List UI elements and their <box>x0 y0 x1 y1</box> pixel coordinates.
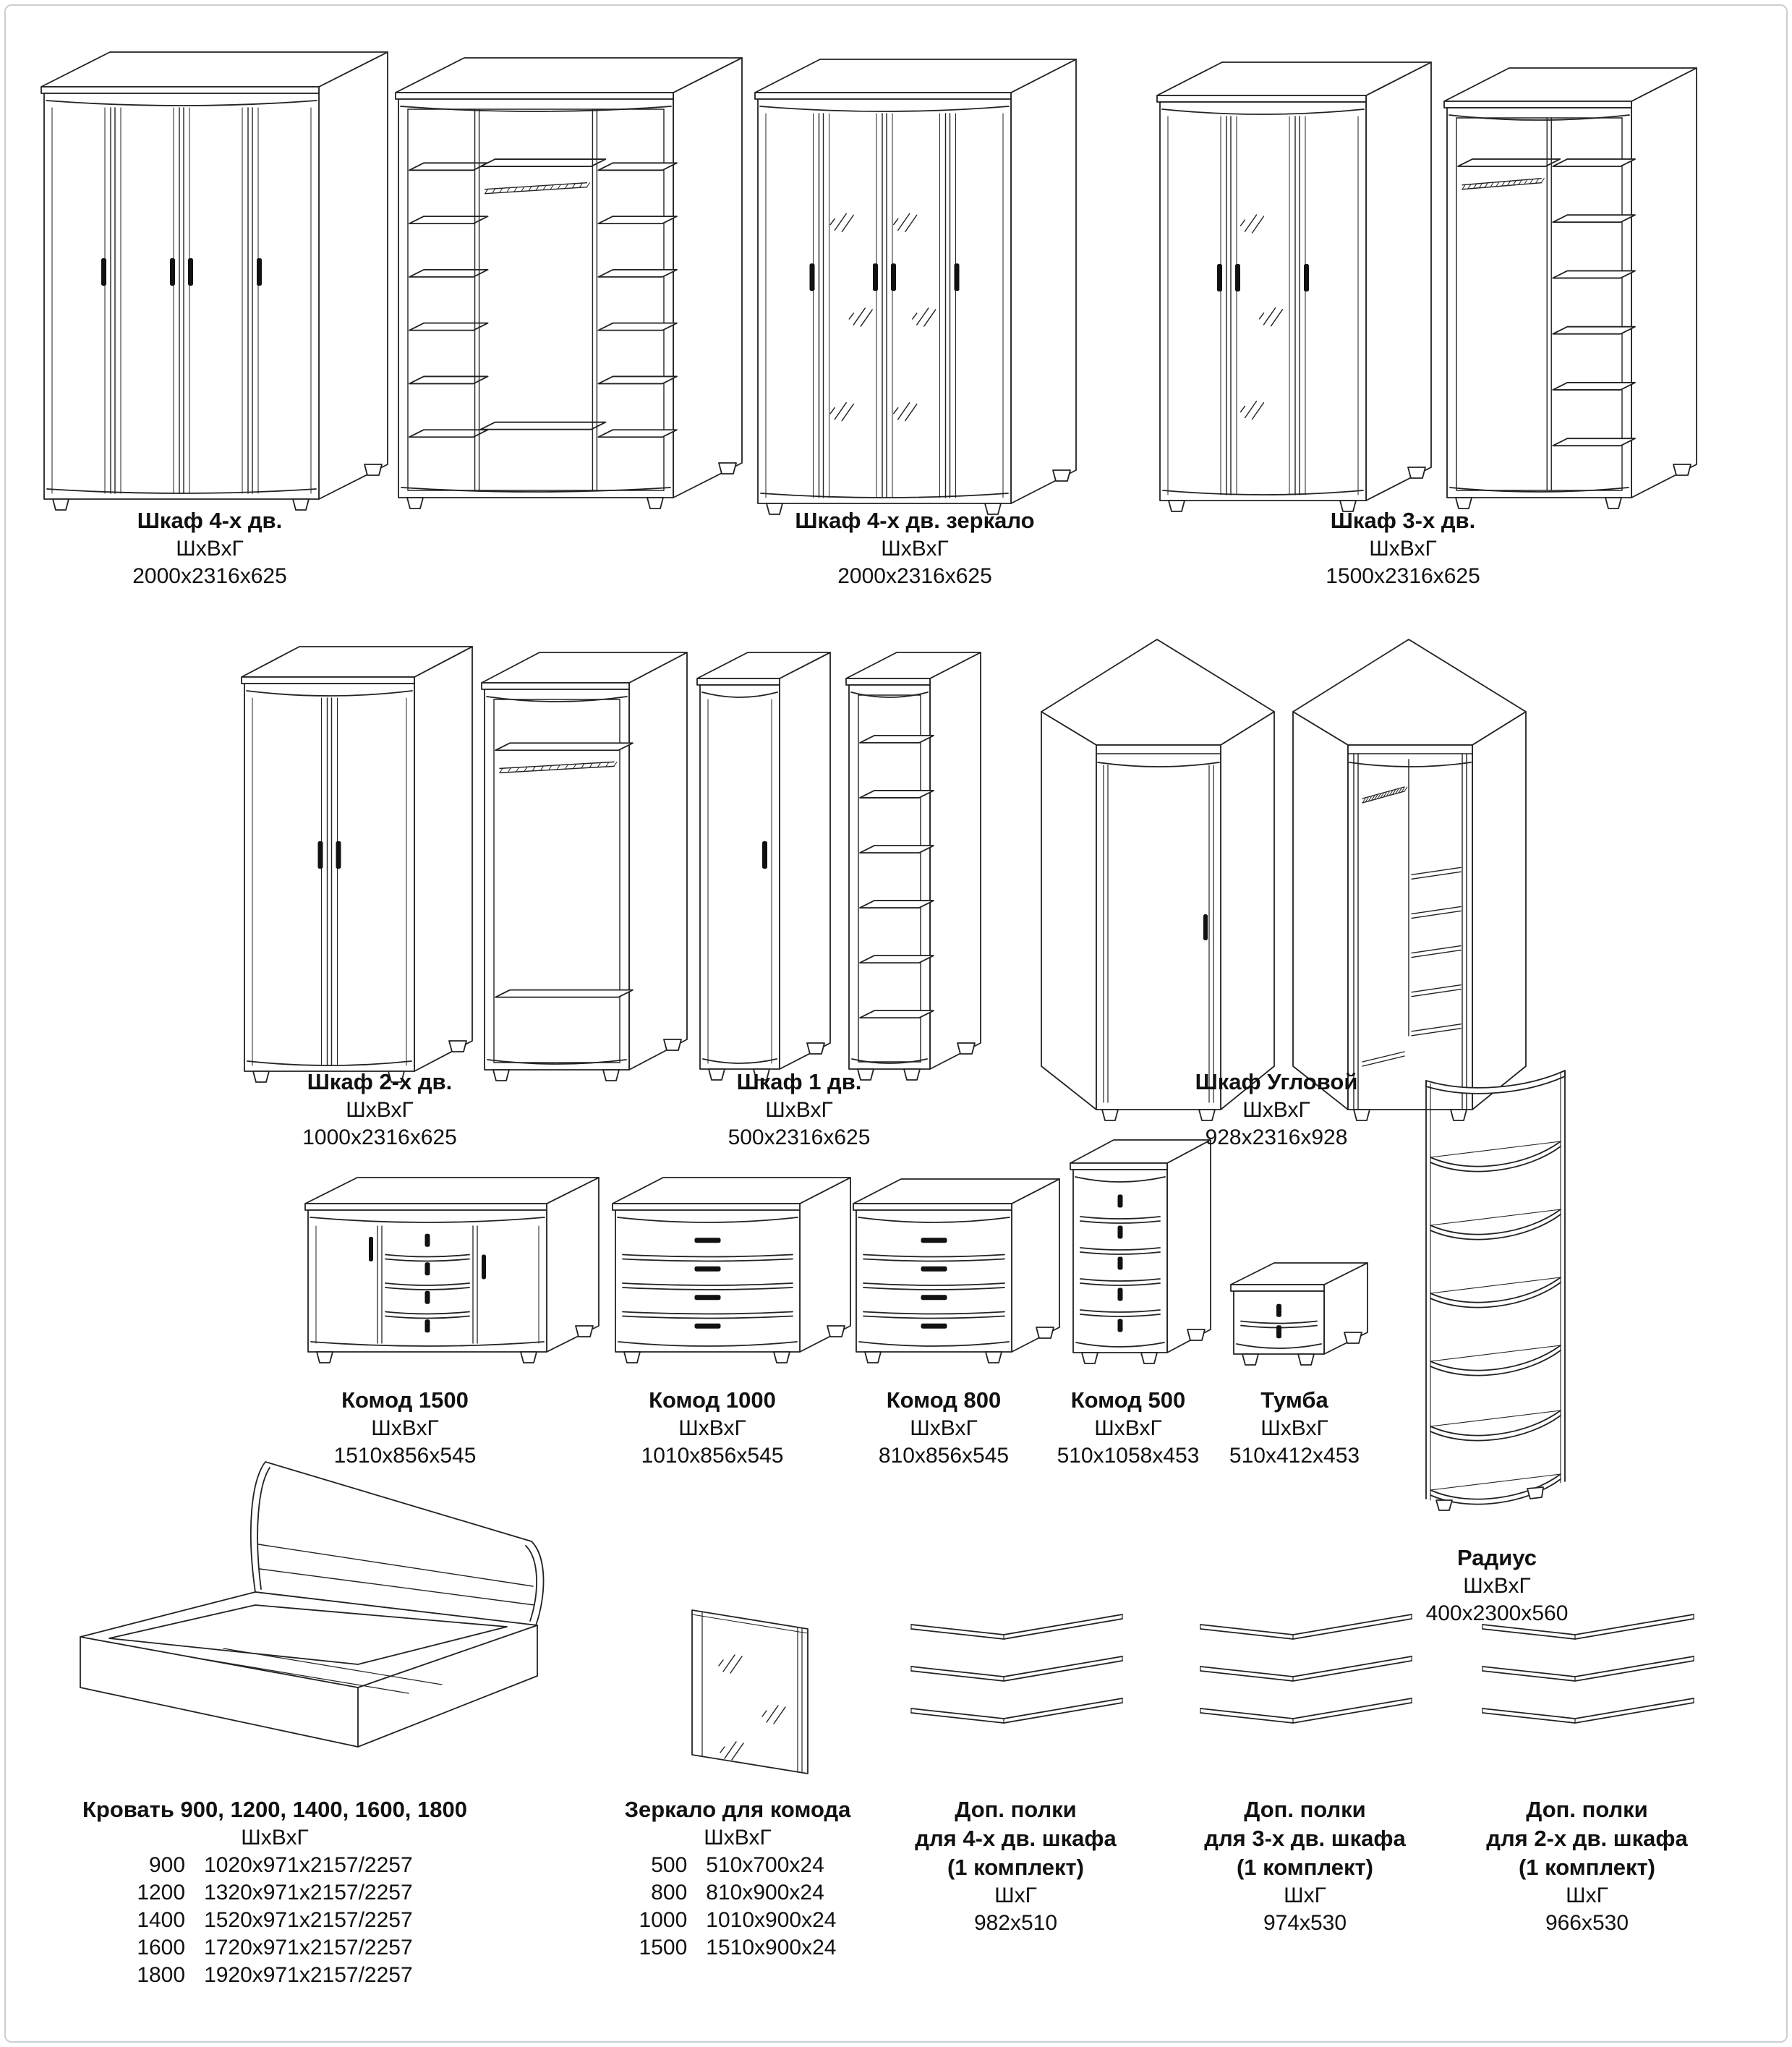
dims-label: ШхВхГ <box>704 1826 772 1850</box>
item-title-line2: для 3-х дв. шкафа <box>1204 1826 1406 1851</box>
radius-shelf-drawing <box>1419 1057 1579 1526</box>
dims-value: 500x2316x625 <box>728 1125 871 1149</box>
size-option: 1200 <box>137 1881 186 1905</box>
caption-extra-shelves-2door <box>1448 1795 1726 1937</box>
extra-shelves-2door-drawing <box>1480 1607 1697 1745</box>
caption-dresser-1500 <box>289 1386 521 1470</box>
caption-radius-shelf <box>1388 1544 1605 1627</box>
size-dims: 1920x971x2157/2257 <box>204 1963 413 1987</box>
item-title: Комод 1000 <box>649 1387 776 1413</box>
caption-wardrobe-4door <box>51 506 369 590</box>
item-title: Шкаф 1 дв. <box>736 1069 862 1094</box>
item-title: Шкаф 4-х дв. <box>137 508 283 533</box>
dims-value: 974x530 <box>1263 1911 1347 1935</box>
dims-label: ШхВхГ <box>371 1416 439 1440</box>
dims-label: ШхВхГ <box>1260 1416 1328 1440</box>
corner-wardrobe-closed-drawing <box>1036 631 1281 1137</box>
dims-label: ШхВхГ <box>678 1416 746 1440</box>
caption-dresser-500 <box>1031 1386 1226 1470</box>
caption-wardrobe-4door-mirror <box>727 506 1103 590</box>
size-option: 800 <box>651 1881 688 1905</box>
dims-value: 928x2316x928 <box>1205 1125 1348 1149</box>
dresser-500-drawing <box>1069 1133 1216 1371</box>
item-title: Комод 1500 <box>341 1387 469 1413</box>
item-title-line2: для 2-х дв. шкафа <box>1486 1826 1688 1851</box>
dims-label: ШхВхГ <box>1369 537 1437 561</box>
item-title: Шкаф 2-х дв. <box>307 1069 453 1094</box>
item-title-line3: (1 комплект) <box>1236 1855 1373 1880</box>
size-dims: 1520x971x2157/2257 <box>204 1908 413 1932</box>
dresser-1000-drawing <box>611 1170 856 1371</box>
size-option: 900 <box>149 1853 186 1877</box>
dims-label: ШхГ <box>1566 1884 1608 1907</box>
dims-label: ШхВхГ <box>241 1826 309 1850</box>
caption-dresser-800 <box>842 1386 1045 1470</box>
dims-value: 1510x856x545 <box>333 1444 477 1468</box>
item-title-line1: Доп. полки <box>1244 1797 1366 1822</box>
caption-bed <box>69 1795 481 1989</box>
dims-value: 400x2300x560 <box>1425 1601 1569 1625</box>
dims-label: ШхГ <box>994 1884 1037 1907</box>
wardrobe-3door-open-drawing <box>1443 61 1702 516</box>
item-title: Комод 500 <box>1070 1387 1186 1413</box>
item-title-line3: (1 комплект) <box>947 1855 1084 1880</box>
caption-extra-shelves-3door <box>1166 1795 1444 1937</box>
caption-wardrobe-3door <box>1237 506 1569 590</box>
wardrobe-3door-closed-drawing <box>1156 55 1437 519</box>
size-option: 500 <box>651 1853 688 1877</box>
dims-value: 966x530 <box>1545 1911 1629 1935</box>
nightstand-drawing <box>1229 1256 1373 1373</box>
size-dims: 1010x900x24 <box>706 1908 837 1932</box>
dims-value: 982x510 <box>973 1911 1058 1935</box>
caption-nightstand <box>1204 1386 1385 1470</box>
size-dims: 1320x971x2157/2257 <box>204 1881 413 1905</box>
item-title-line1: Доп. полки <box>955 1797 1077 1822</box>
wardrobe-4door-mirror-drawing <box>754 52 1082 522</box>
dims-value: 1000x2316x625 <box>302 1125 457 1149</box>
size-dims: 1510x900x24 <box>706 1936 837 1959</box>
wardrobe-1door-open-drawing <box>845 645 986 1088</box>
caption-corner-wardrobe <box>1117 1068 1435 1152</box>
size-option: 1500 <box>639 1936 688 1959</box>
size-option: 1800 <box>137 1963 186 1987</box>
dims-value: 510x412x453 <box>1229 1444 1360 1468</box>
size-option: 1400 <box>137 1908 186 1932</box>
dims-label: ШхВхГ <box>176 537 244 561</box>
extra-shelves-3door-drawing <box>1198 1607 1415 1745</box>
dims-value: 510x1058x453 <box>1057 1444 1200 1468</box>
bed-size-table <box>137 1852 412 1989</box>
item-title: Радиус <box>1457 1545 1537 1570</box>
dims-value: 1010x856x545 <box>641 1444 784 1468</box>
mirror-drawing <box>646 1541 863 1779</box>
dims-value: 1500x2316x625 <box>1326 564 1480 588</box>
dims-value: 2000x2316x625 <box>132 564 287 588</box>
wardrobe-4door-closed-drawing <box>40 45 393 518</box>
item-title-line2: для 4-х дв. шкафа <box>915 1826 1117 1851</box>
extra-shelves-4door-drawing <box>908 1607 1125 1745</box>
dresser-800-drawing <box>852 1172 1065 1371</box>
dims-label: ШхВхГ <box>765 1098 833 1122</box>
item-title: Тумба <box>1260 1387 1328 1413</box>
item-title: Шкаф 3-х дв. <box>1330 508 1476 533</box>
size-dims: 810x900x24 <box>706 1881 824 1905</box>
item-title: Шкаф 4-х дв. зеркало <box>795 508 1035 533</box>
dims-label: ШхВхГ <box>346 1098 414 1122</box>
wardrobe-4door-open-drawing <box>394 51 748 516</box>
size-dims: 510x700x24 <box>706 1853 824 1877</box>
item-title: Комод 800 <box>886 1387 1002 1413</box>
item-title-line1: Доп. полки <box>1526 1797 1648 1822</box>
dims-label: ШхВхГ <box>1242 1098 1310 1122</box>
bed-drawing <box>69 1443 589 1761</box>
dims-value: 810x856x545 <box>878 1444 1010 1468</box>
size-dims: 1720x971x2157/2257 <box>204 1936 413 1959</box>
item-title: Зеркало для комода <box>624 1797 851 1822</box>
dims-label: ШхГ <box>1284 1884 1326 1907</box>
dresser-1500-drawing <box>304 1170 605 1371</box>
item-title: Кровать 900, 1200, 1400, 1600, 1800 <box>82 1797 467 1822</box>
caption-mirror <box>586 1795 889 1962</box>
dims-label: ШхВхГ <box>881 537 949 561</box>
mirror-size-table <box>639 1852 837 1962</box>
dims-label: ШхВхГ <box>910 1416 978 1440</box>
wardrobe-1door-closed-drawing <box>696 645 836 1088</box>
caption-extra-shelves-4door <box>876 1795 1155 1937</box>
dims-value: 2000x2316x625 <box>837 564 992 588</box>
caption-dresser-1000 <box>600 1386 824 1470</box>
size-option: 1000 <box>639 1908 688 1932</box>
size-option: 1600 <box>137 1936 186 1959</box>
wardrobe-2door-closed-drawing <box>240 639 478 1090</box>
dims-label: ШхВхГ <box>1094 1416 1162 1440</box>
item-title-line3: (1 комплект) <box>1518 1855 1655 1880</box>
caption-wardrobe-1door <box>651 1068 947 1152</box>
item-title: Шкаф Угловой <box>1195 1069 1358 1094</box>
caption-wardrobe-2door <box>228 1068 532 1152</box>
size-dims: 1020x971x2157/2257 <box>204 1853 413 1877</box>
wardrobe-2door-open-drawing <box>480 645 693 1089</box>
dims-label: ШхВхГ <box>1463 1574 1531 1598</box>
